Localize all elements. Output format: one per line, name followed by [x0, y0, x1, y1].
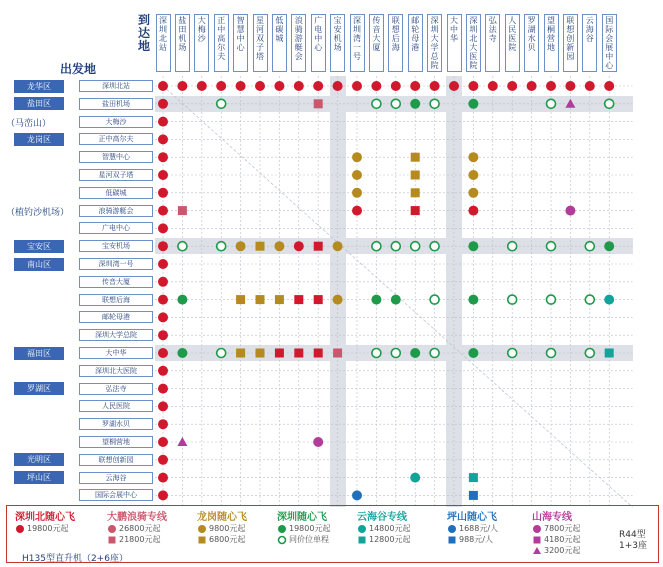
origin-header: 出发地 [60, 62, 97, 76]
route-marker [410, 473, 420, 483]
route-marker [547, 295, 556, 304]
route-marker [217, 242, 226, 251]
route-marker [391, 242, 400, 251]
route-marker [275, 349, 284, 358]
legend-price: 19800元起 [27, 524, 69, 533]
origin-label: 深圳北站 [79, 80, 153, 92]
route-marker [565, 99, 575, 108]
origin-label: 大梅沙 [79, 116, 153, 128]
route-marker [469, 491, 478, 500]
legend-item [107, 523, 167, 534]
route-marker [508, 295, 517, 304]
district-tag: 罗湖区 [14, 382, 64, 395]
origin-label: 宝安机场 [79, 240, 153, 252]
legend-marker [16, 525, 24, 533]
route-marker [256, 242, 265, 251]
legend-item [532, 523, 580, 534]
legend-price: 19800元起 [289, 524, 331, 533]
legend-price: 988元/人 [459, 535, 493, 544]
destination-label: 深 圳 北 大 医 院 [466, 14, 481, 72]
route-marker [488, 81, 498, 91]
legend-price: 21800元起 [119, 535, 161, 544]
destination-label: 正 中 高 尔 夫 [214, 14, 229, 72]
legend-group [15, 508, 75, 534]
origin-label: 广电中心 [79, 222, 153, 234]
route-marker [158, 206, 168, 216]
district-tag: 盐田区 [14, 97, 64, 110]
route-marker [158, 295, 168, 305]
legend-item [532, 534, 580, 545]
district-tag: 南山区 [14, 258, 64, 271]
legend-marker [199, 536, 206, 543]
legend-marker [278, 525, 286, 533]
route-marker [391, 295, 401, 305]
legend-price: 4180元起 [544, 535, 581, 544]
route-marker [158, 437, 168, 447]
route-marker [274, 241, 284, 251]
route-marker [430, 242, 439, 251]
legend-title: 龙岗随心飞 [197, 512, 247, 523]
route-marker [197, 81, 207, 91]
route-marker [158, 188, 168, 198]
legend-item [532, 545, 580, 556]
origin-note: （马峦山） [6, 118, 52, 129]
route-marker [294, 241, 304, 251]
route-marker [469, 473, 478, 482]
destination-label: 大 中 华 [447, 14, 462, 72]
route-marker [585, 242, 594, 251]
route-marker [314, 295, 323, 304]
legend-price: 同价位单程 [289, 535, 329, 544]
route-marker [158, 490, 168, 500]
route-marker [158, 330, 168, 340]
legend-marker [448, 525, 456, 533]
route-marker [565, 206, 575, 216]
route-marker [158, 401, 168, 411]
origin-label: 国际会展中心 [79, 489, 153, 501]
legend-price: 6800元起 [209, 535, 246, 544]
legend-marker [109, 536, 116, 543]
aircraft-model: R44型 [619, 530, 646, 540]
destination-header: 到达地 [137, 13, 150, 53]
origin-label: 联想创新园 [79, 454, 153, 466]
route-marker [158, 81, 168, 91]
destination-label: 宝 安 机 场 [330, 14, 345, 72]
route-marker [158, 152, 168, 162]
destination-label: 联 想 后 海 [388, 14, 403, 72]
destination-label: 广 电 中 心 [311, 14, 326, 72]
legend-price: 14800元起 [369, 524, 411, 533]
legend-item [357, 523, 410, 534]
route-marker [158, 348, 168, 358]
route-marker [352, 206, 362, 216]
origin-label: 云海谷 [79, 472, 153, 484]
route-marker [468, 99, 478, 109]
route-marker [352, 170, 362, 180]
route-marker [605, 349, 614, 358]
route-marker [585, 295, 594, 304]
route-marker [468, 206, 478, 216]
legend-marker [533, 525, 541, 533]
route-marker [274, 81, 284, 91]
route-marker [604, 241, 614, 251]
destination-label: 望 桐 营 地 [544, 14, 559, 72]
route-marker [547, 99, 556, 108]
destination-label: 传 音 大 厦 [369, 14, 384, 72]
route-marker [430, 81, 440, 91]
legend-group [357, 508, 410, 545]
route-marker [314, 99, 323, 108]
route-marker [294, 349, 303, 358]
route-marker [411, 188, 420, 197]
route-marker [547, 349, 556, 358]
helicopter-note: H135型直升机（2+6座） [22, 554, 128, 564]
legend-item [197, 534, 247, 545]
destination-label: 深 圳 湾 一 号 [350, 14, 365, 72]
destination-label: 联 想 创 新 园 [563, 14, 578, 72]
district-tag: 光明区 [14, 453, 64, 466]
legend-marker [108, 525, 116, 533]
route-marker [391, 99, 400, 108]
aircraft-seats: 1+3座 [619, 541, 647, 551]
route-marker [275, 295, 284, 304]
origin-label: 邮轮母港 [79, 311, 153, 323]
route-marker [236, 241, 246, 251]
destination-label: 国 际 会 展 中 心 [602, 14, 617, 72]
route-marker [256, 295, 265, 304]
route-marker [294, 295, 303, 304]
origin-note: （植钓沙机场） [6, 207, 70, 218]
legend-title: 坪山随心飞 [447, 512, 497, 523]
route-marker [158, 117, 168, 127]
route-marker [468, 348, 478, 358]
route-marker [430, 295, 439, 304]
route-marker [158, 170, 168, 180]
route-marker [352, 152, 362, 162]
legend-price: 7800元起 [544, 524, 581, 533]
route-marker [605, 99, 614, 108]
route-marker [449, 81, 459, 91]
route-marker [178, 242, 187, 251]
legend-price: 1688元/人 [459, 524, 499, 533]
route-marker [411, 171, 420, 180]
route-marker [158, 473, 168, 483]
route-marker [391, 349, 400, 358]
origin-label: 深圳北大医院 [79, 365, 153, 377]
legend-title: 云海谷专线 [357, 512, 407, 523]
route-marker [468, 81, 478, 91]
origin-label: 智慧中心 [79, 151, 153, 163]
route-marker [216, 81, 226, 91]
legend-item [277, 534, 330, 545]
route-marker [411, 242, 420, 251]
route-marker [158, 384, 168, 394]
route-marker [468, 188, 478, 198]
destination-label: 浪 骑 游 艇 会 [291, 14, 306, 72]
legend-title: 深圳随心飞 [277, 512, 327, 523]
route-marker [372, 99, 381, 108]
legend-item [447, 534, 498, 545]
destination-label: 星 河 双 子 塔 [253, 14, 268, 72]
origin-label: 大中华 [79, 347, 153, 359]
route-marker [508, 349, 517, 358]
route-marker [507, 81, 517, 91]
destination-label: 低 碳 城 [272, 14, 287, 72]
legend-marker [198, 525, 206, 533]
route-marker [391, 81, 401, 91]
aircraft-note [619, 530, 647, 552]
route-marker [352, 188, 362, 198]
district-tag: 福田区 [14, 347, 64, 360]
legend-marker [534, 536, 541, 543]
route-marker [468, 295, 478, 305]
route-marker [372, 349, 381, 358]
route-marker [255, 81, 265, 91]
route-marker [236, 349, 245, 358]
origin-label: 弘法寺 [79, 383, 153, 395]
route-marker [585, 81, 595, 91]
route-marker [313, 81, 323, 91]
destination-label: 盐 田 机 场 [175, 14, 190, 72]
origin-label: 深圳大学总院 [79, 329, 153, 341]
route-marker [565, 81, 575, 91]
route-marker [313, 437, 323, 447]
route-marker [314, 242, 323, 251]
route-marker [411, 153, 420, 162]
route-marker [294, 81, 304, 91]
legend-title: 深圳北随心飞 [15, 512, 75, 523]
route-marker [158, 134, 168, 144]
legend-marker [533, 547, 541, 554]
origin-label: 人民医院 [79, 400, 153, 412]
origin-label: 深圳湾一号 [79, 258, 153, 270]
origin-label: 低碳城 [79, 187, 153, 199]
legend-group [447, 508, 498, 545]
legend-marker [449, 536, 456, 543]
route-marker [178, 206, 187, 215]
route-marker [547, 242, 556, 251]
route-marker [158, 99, 168, 109]
route-marker [256, 349, 265, 358]
origin-label: 盐田机场 [79, 98, 153, 110]
legend-item [197, 523, 247, 534]
route-marker [468, 241, 478, 251]
route-marker [371, 81, 381, 91]
legend-group [107, 508, 167, 545]
origin-label: 传音大厦 [79, 276, 153, 288]
district-tag: 龙岗区 [14, 133, 64, 146]
legend-group [197, 508, 247, 545]
district-tag: 龙华区 [14, 80, 64, 93]
route-marker [217, 349, 226, 358]
route-marker [410, 348, 420, 358]
route-marker [604, 81, 614, 91]
route-marker [333, 349, 342, 358]
route-marker [236, 295, 245, 304]
route-marker [410, 81, 420, 91]
legend-price: 12800元起 [369, 535, 411, 544]
route-marker [158, 455, 168, 465]
legend-marker [279, 536, 286, 543]
route-marker [177, 348, 187, 358]
origin-label: 望桐营地 [79, 436, 153, 448]
route-marker [527, 81, 537, 91]
route-marker [158, 223, 168, 233]
route-marker [546, 81, 556, 91]
legend-price: 3200元起 [544, 546, 581, 555]
legend-marker [359, 536, 366, 543]
legend-item [447, 523, 498, 534]
route-marker [411, 206, 420, 215]
district-tag: 坪山区 [14, 471, 64, 484]
destination-label: 云 海 谷 [582, 14, 597, 72]
route-marker [158, 312, 168, 322]
origin-label: 星河双子塔 [79, 169, 153, 181]
district-tag: 宝安区 [14, 240, 64, 253]
destination-label: 大 梅 沙 [194, 14, 209, 72]
destination-label: 弘 法 寺 [485, 14, 500, 72]
route-marker [352, 81, 362, 91]
route-marker [585, 349, 594, 358]
destination-label: 智 慧 中 心 [233, 14, 248, 72]
route-marker [604, 295, 614, 305]
legend-marker [358, 525, 366, 533]
origin-label: 罗湖水贝 [79, 418, 153, 430]
origin-label: 浪骑游艇会 [79, 205, 153, 217]
route-marker [333, 241, 343, 251]
route-marker [371, 295, 381, 305]
legend-price: 9800元起 [209, 524, 246, 533]
legend-item [277, 523, 330, 534]
route-marker [177, 81, 187, 91]
legend-item [107, 534, 167, 545]
route-marker [333, 81, 343, 91]
route-marker [158, 419, 168, 429]
origin-label: 联想后海 [79, 294, 153, 306]
legend-group [532, 508, 580, 556]
route-marker [430, 99, 439, 108]
route-marker [333, 295, 343, 305]
legend-price: 26800元起 [119, 524, 161, 533]
legend-title: 山海专线 [532, 512, 572, 523]
destination-label: 邮 轮 母 港 [408, 14, 423, 72]
route-marker [352, 490, 362, 500]
legend-item [15, 523, 75, 534]
route-marker [372, 242, 381, 251]
origin-label: 正中高尔夫 [79, 133, 153, 145]
route-marker [430, 349, 439, 358]
legend-title: 大鹏浪骑专线 [107, 512, 167, 523]
route-marker [177, 295, 187, 305]
route-marker [410, 99, 420, 109]
route-marker [158, 277, 168, 287]
route-marker [158, 366, 168, 376]
destination-label: 罗 湖 水 贝 [524, 14, 539, 72]
route-marker [236, 81, 246, 91]
legend-item [357, 534, 410, 545]
destination-label: 深 圳 大 学 总 院 [427, 14, 442, 72]
route-marker [177, 437, 187, 446]
route-marker [158, 259, 168, 269]
route-marker [508, 242, 517, 251]
destination-label: 深 圳 北 站 [156, 14, 171, 72]
route-marker [217, 99, 226, 108]
route-marker [468, 152, 478, 162]
route-marker [314, 349, 323, 358]
route-marker [468, 170, 478, 180]
route-marker [158, 241, 168, 251]
destination-label: 人 民 医 院 [505, 14, 520, 72]
legend-group [277, 508, 330, 545]
